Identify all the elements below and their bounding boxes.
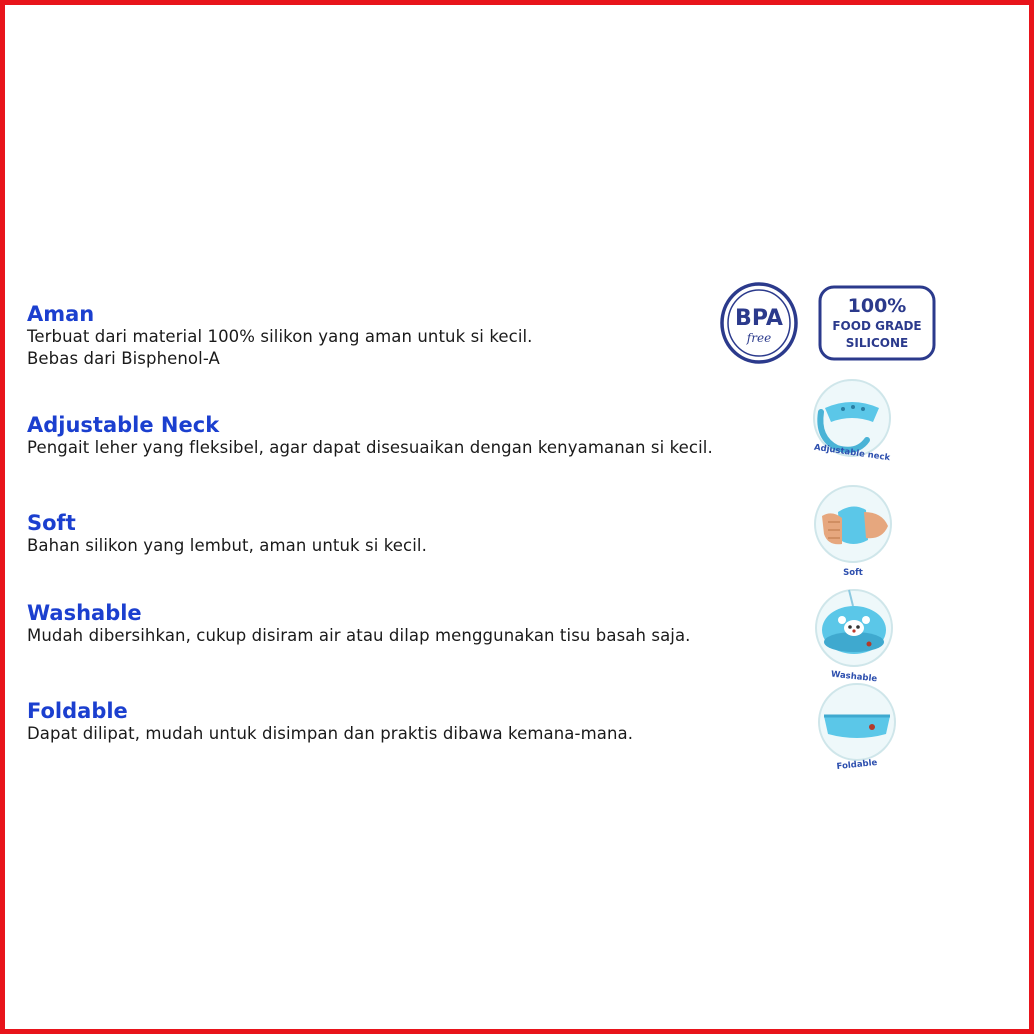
silicone-label: SILICONE [845,336,909,350]
feature-title: Soft [27,511,76,535]
feature-soft [27,511,427,557]
feature-title: Foldable [27,699,128,723]
feature-title: Adjustable Neck [27,413,220,437]
feature-aman [27,302,533,370]
foldable-icon [812,678,902,768]
food-grade-percent: 100% [847,295,907,317]
food-grade-label: FOOD GRADE [832,319,922,333]
feature-description: Bahan silikon yang lembut, aman untuk si kecil. [27,536,427,555]
adjustable-neck-caption: Adjustable neck [813,442,891,464]
soft-caption: Soft [843,568,863,578]
washable-caption: Washable [830,669,878,685]
bpa-free-label: free [746,331,772,345]
food-grade-silicone-badge [818,285,936,361]
feature-description: Dapat dilipat, mudah untuk disimpan dan praktis dibawa kemana-mana. [27,724,634,743]
bpa-free-badge [719,281,799,365]
foldable-caption: Foldable [836,757,878,773]
washable-icon [809,586,899,676]
feature-title: Aman [27,302,95,326]
soft-icon [808,482,898,572]
feature-title: Washable [27,601,142,625]
feature-foldable [27,699,633,745]
feature-description: Terbuat dari material 100% silikon yang aman untuk si kecil. [27,327,533,346]
feature-description: Bebas dari Bisphenol-A [27,349,220,368]
feature-adjustable-neck [27,413,713,459]
feature-description: Mudah dibersihkan, cukup disiram air atau dilap menggunakan tisu basah saja. [27,626,691,645]
bpa-label: BPA [735,306,783,331]
feature-description: Pengait leher yang fleksibel, agar dapat disesuaikan dengan kenyamanan si kecil. [27,438,713,457]
feature-washable [27,601,691,647]
